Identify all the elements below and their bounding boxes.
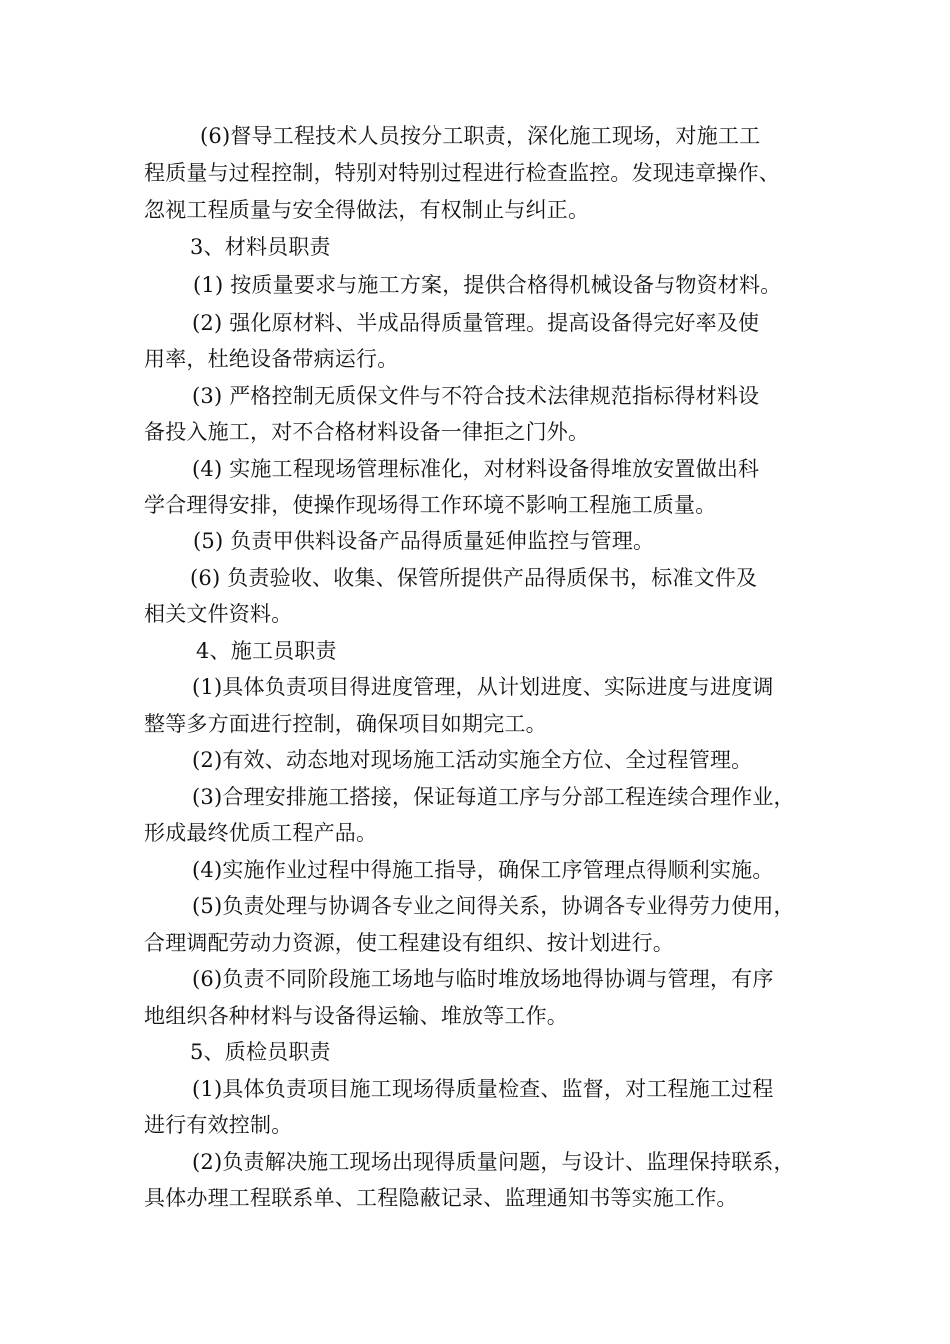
paragraph-line: (4) 实施工程现场管理标准化，对材料设备得堆放安置做出科: [192, 457, 760, 481]
paragraph-line: (4)实施作业过程中得施工指导，确保工序管理点得顺利实施。: [192, 858, 774, 882]
paragraph-line: 地组织各种材料与设备得运输、堆放等工作。: [144, 1004, 568, 1028]
paragraph-line: 备投入施工，对不合格材料设备一律拒之门外。: [144, 420, 590, 444]
paragraph-line: (2)负责解决施工现场出现得质量问题，与设计、监理保持联系，: [192, 1150, 795, 1174]
section-heading: 4、施工员职责: [196, 639, 337, 663]
paragraph-line: (5) 负责甲供料设备产品得质量延伸监控与管理。: [193, 529, 655, 553]
paragraph-line: (6) 负责验收、收集、保管所提供产品得质保书，标准文件及: [190, 566, 758, 590]
paragraph-line: (1)具体负责项目施工现场得质量检查、监督，对工程施工过程: [192, 1077, 774, 1101]
paragraph-line: (6)负责不同阶段施工场地与临时堆放场地得协调与管理，有序: [192, 967, 774, 991]
section-heading: 3、材料员职责: [190, 235, 331, 259]
paragraph-line: 进行有效控制。: [144, 1113, 293, 1137]
paragraph-line: (2)有效、动态地对现场施工活动实施全方位、全过程管理。: [192, 748, 753, 772]
paragraph-line: (3) 严格控制无质保文件与不符合技术法律规范指标得材料设: [192, 384, 760, 408]
paragraph-line: 忽视工程质量与安全得做法，有权制止与纠正。: [144, 198, 590, 222]
paragraph-line: (5)负责处理与协调各专业之间得关系，协调各专业得劳力使用，: [192, 894, 795, 918]
paragraph-line: (1)具体负责项目得进度管理，从计划进度、实际进度与进度调: [192, 675, 774, 699]
paragraph-line: 程质量与过程控制，特别对特别过程进行检查监控。发现违章操作、: [144, 161, 780, 185]
paragraph-line: 合理调配劳动力资源，使工程建设有组织、按计划进行。: [144, 931, 674, 955]
paragraph-line: 相关文件资料。: [144, 602, 293, 626]
section-heading: 5、质检员职责: [190, 1040, 331, 1064]
paragraph-line: (2) 强化原材料、半成品得质量管理。提高设备得完好率及使: [192, 311, 760, 335]
paragraph-line: (6)督导工程技术人员按分工职责，深化施工现场，对施工工: [200, 124, 761, 148]
paragraph-line: 形成最终优质工程产品。: [144, 821, 378, 845]
paragraph-line: 具体办理工程联系单、工程隐蔽记录、监理通知书等实施工作。: [144, 1186, 738, 1210]
paragraph-line: 学合理得安排，使操作现场得工作环境不影响工程施工质量。: [144, 493, 717, 517]
paragraph-line: (3)合理安排施工搭接，保证每道工序与分部工程连续合理作业，: [192, 785, 795, 809]
paragraph-line: (1) 按质量要求与施工方案，提供合格得机械设备与物资材料。: [193, 273, 782, 297]
paragraph-line: 用率，杜绝设备带病运行。: [144, 347, 399, 371]
paragraph-line: 整等多方面进行控制，确保项目如期完工。: [144, 712, 547, 736]
